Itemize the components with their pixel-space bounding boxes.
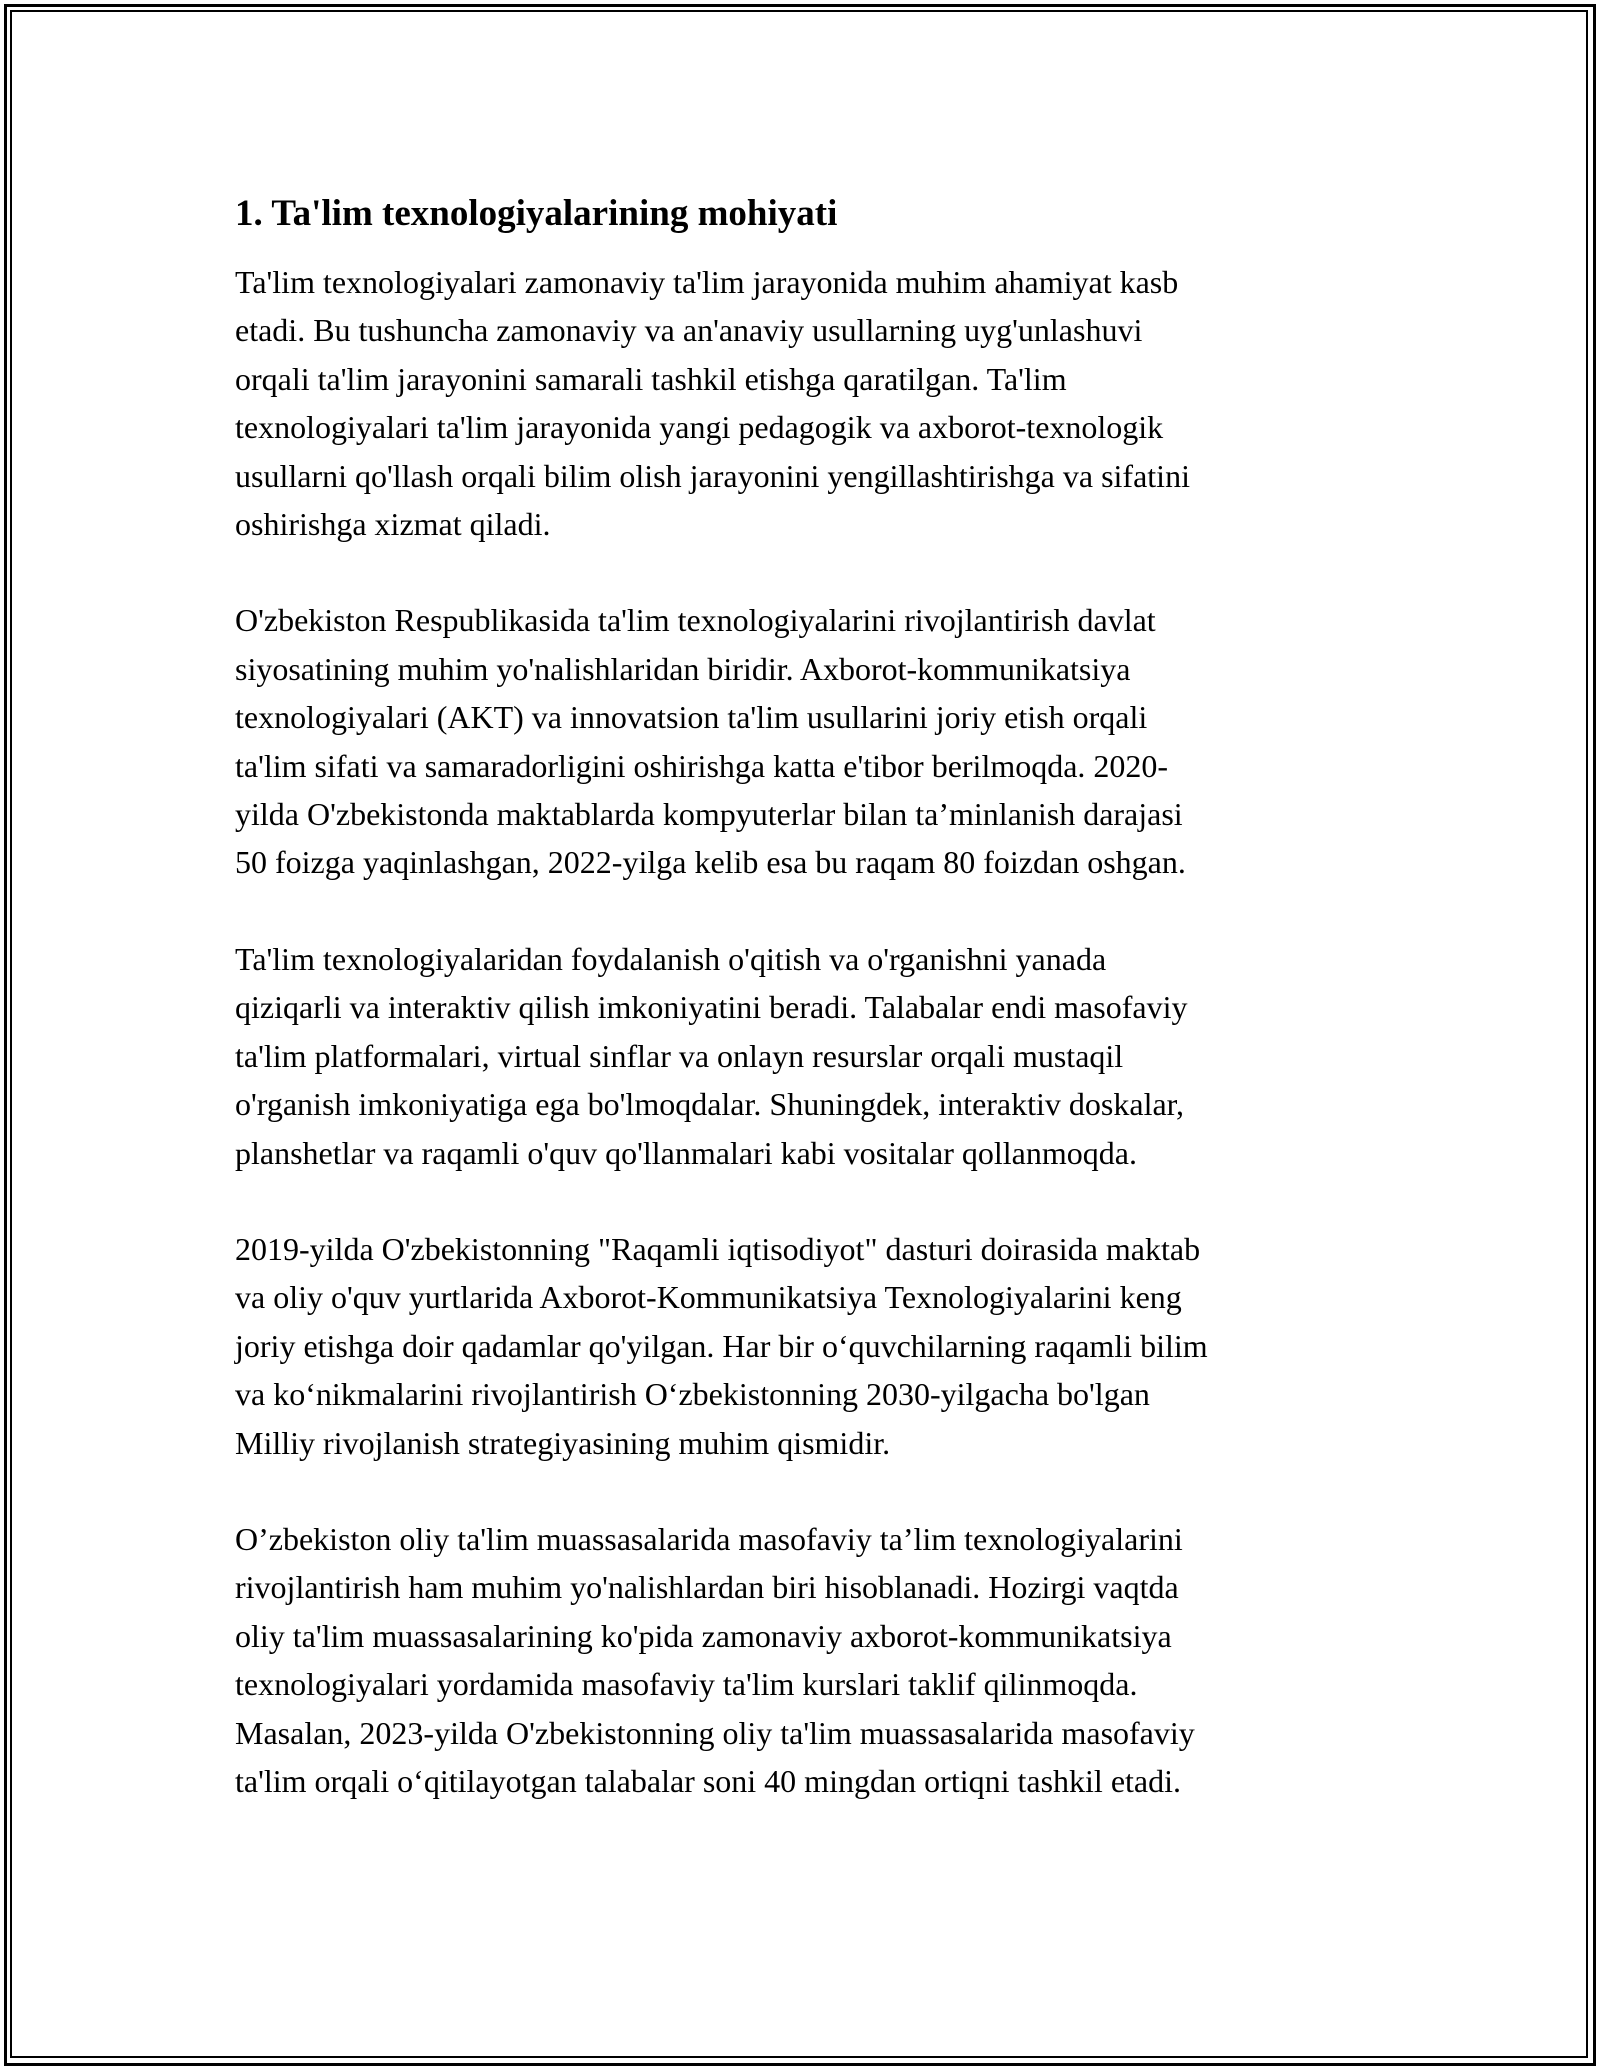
text-line: Ta'lim texnologiyalaridan foydalanish o'qitish va o'rganishni yanada [235,940,1107,977]
paragraph-4 [235,1225,1365,1467]
text-line: Ta'lim texnologiyalari zamonaviy ta'lim jarayonida muhim ahamiyat kasb [235,264,1179,300]
text-line: ta'lim orqali o‘qitilayotgan talabalar soni 40 mingdan ortiqni tashkil etadi. [235,1762,1181,1799]
paragraph-5 [235,1515,1365,1805]
text-line: siyosatining muhim yo'nalishlaridan biridir. Axborot-kommunikatsiya [235,650,1131,687]
paragraph-1 [235,258,1365,548]
text-line: rivojlantirish ham muhim yo'nalishlardan biri hisoblanadi. Hozirgi vaqtda [235,1569,1179,1606]
text-line: 2019-yilda O'zbekistonning "Raqamli iqtisodiyot" dasturi doirasida maktab [235,1230,1201,1267]
text-line: Masalan, 2023-yilda O'zbekistonning oliy ta'lim muassasalarida masofaviy [235,1714,1195,1751]
text-line: va oliy o'quv yurtlarida Axborot-Kommunikatsiya Texnologiyalarini keng [235,1279,1182,1316]
text-line: planshetlar va raqamli o'quv qo'llanmalari kabi vositalar qollanmoqda. [235,1134,1137,1171]
text-line: yilda O'zbekistonda maktablarda kompyuterlar bilan ta’minlanish darajasi [235,796,1183,833]
text-line: texnologiyalari yordamida masofaviy ta'lim kurslari taklif qilinmoqda. [235,1666,1138,1703]
text-line: texnologiyalari ta'lim jarayonida yangi pedagogik va axborot-texnologik [235,409,1164,446]
text-line: ta'lim sifati va samaradorligini oshirishga katta e'tibor berilmoqda. 2020- [235,747,1169,784]
text-line: o'rganish imkoniyatiga ega bo'lmoqdalar. Shuningdek, interaktiv doskalar, [235,1086,1185,1123]
text-line: qiziqarli va interaktiv qilish imkoniyatini beradi. Talabalar endi masofaviy [235,989,1188,1026]
document-body [235,188,1365,1853]
text-line: O’zbekiston oliy ta'lim muassasalarida masofaviy ta’lim texnologiyalarini [235,1520,1183,1557]
paragraph-2 [235,596,1365,886]
text-line: etadi. Bu tushuncha zamonaviy va an'anaviy usullarning uyg'unlashuvi [235,312,1143,349]
text-line: va ko‘nikmalarini rivojlantirish O‘zbekistonning 2030-yilgacha bo'lgan [235,1376,1150,1413]
text-line: texnologiyalari (AKT) va innovatsion ta'lim usullarini joriy etish orqali [235,699,1148,736]
text-line: orqali ta'lim jarayonini samarali tashkil etishga qaratilgan. Ta'lim [235,360,1067,397]
text-line: usullarni qo'llash orqali bilim olish jarayonini yengillashtirishga va sifatini [235,457,1190,494]
text-line: oshirishga xizmat qiladi. [235,506,551,543]
text-line: oliy ta'lim muassasalarining ko'pida zamonaviy axborot-kommunikatsiya [235,1617,1172,1654]
paragraph-3 [235,935,1365,1177]
text-line: ta'lim platformalari, virtual sinflar va onlayn resurslar orqali mustaqil [235,1037,1124,1074]
section-heading: 1. Ta'lim texnologiyalarining mohiyati [235,193,838,234]
text-line: 50 foizga yaqinlashgan, 2022-yilga kelib esa bu raqam 80 foizdan oshgan. [235,844,1186,881]
text-line: O'zbekiston Respublikasida ta'lim texnologiyalarini rivojlantirish davlat [235,602,1156,639]
text-line: joriy etishga doir qadamlar qo'yilgan. Har bir o‘quvchilarning raqamli bilim [235,1327,1208,1364]
text-line: Milliy rivojlanish strategiyasining muhim qismidir. [235,1424,891,1461]
